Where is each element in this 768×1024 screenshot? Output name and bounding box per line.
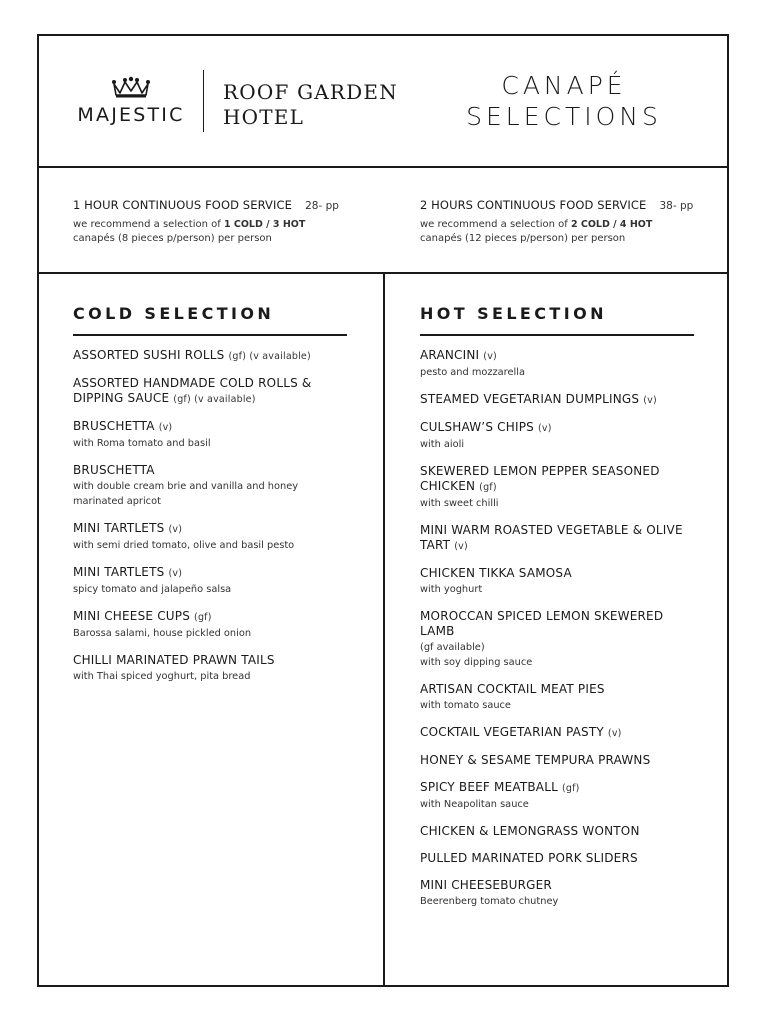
menu-item <box>420 609 694 670</box>
menu-item-title: BRUSCHETTA <box>73 463 155 477</box>
menu-item <box>420 725 694 741</box>
note-bold: 1 COLD / 3 HOT <box>223 219 306 230</box>
menu-item-name <box>420 851 694 866</box>
cold-item-list <box>73 348 347 684</box>
menu-item-name <box>420 420 694 436</box>
menu-item-title: MINI WARM ROASTED VEGETABLE & OLIVE TART <box>420 523 683 552</box>
menu-item-title: MINI TARTLETS <box>73 521 165 535</box>
menu-item-name <box>420 566 694 581</box>
menu-item <box>420 464 694 511</box>
menu-item <box>73 521 347 553</box>
menu-item-name <box>73 653 347 668</box>
service-option-title: 1 HOUR CONTINUOUS FOOD SERVICE <box>73 198 292 212</box>
dietary-tag: (v) <box>643 395 657 406</box>
menu-item-title: COCKTAIL VEGETARIAN PASTY <box>420 725 604 739</box>
menu-item <box>420 523 694 554</box>
menu-item-title: ASSORTED HANDMADE COLD ROLLS & DIPPING SAUCE <box>73 376 312 405</box>
menu-item <box>420 566 694 597</box>
service-option-price: 28- pp <box>305 200 339 212</box>
menu-item-name <box>420 523 694 554</box>
dietary-tag: (gf) <box>479 482 497 493</box>
menu-item <box>420 392 694 408</box>
menu-item <box>420 824 694 839</box>
menu-item-title: SPICY BEEF MEATBALL <box>420 780 558 794</box>
menu-item-name <box>420 824 694 839</box>
menu-item <box>420 780 694 812</box>
menu-item-title: CHICKEN TIKKA SAMOSA <box>420 566 572 580</box>
page-title <box>439 70 689 132</box>
menu-item-description: with yoghurt <box>420 584 483 595</box>
hotel-name-line1: ROOF GARDEN <box>223 80 398 104</box>
menu-item-name <box>73 609 347 625</box>
menu-item-description: with double cream brie and vanilla and honey marinated apricot <box>73 481 299 507</box>
dietary-tag: (gf) <box>194 612 212 623</box>
hotel-logo <box>73 76 189 126</box>
note-suffix: canapés (12 pieces p/person) per person <box>420 233 626 244</box>
menu-item-title: BRUSCHETTA <box>73 419 155 433</box>
menu-item-description: with Roma tomato and basil <box>73 438 211 449</box>
hot-selection-heading: HOT SELECTION <box>420 304 694 336</box>
menu-item-title: CULSHAW’S CHIPS <box>420 420 534 434</box>
menu-item-title: HONEY & SESAME TEMPURA PRAWNS <box>420 753 651 767</box>
dietary-tag: (gf) <box>562 783 580 794</box>
menu-item-name <box>420 609 694 639</box>
menu-item-description: spicy tomato and jalapeño salsa <box>73 584 232 595</box>
menu-item-title: PULLED MARINATED PORK SLIDERS <box>420 851 638 865</box>
logo-divider <box>203 70 204 132</box>
column-divider <box>383 274 385 987</box>
menu-item <box>420 348 694 380</box>
menu-item <box>420 753 694 768</box>
menu-item <box>420 682 694 713</box>
menu-item-description: Beerenberg tomato chutney <box>420 896 559 907</box>
menu-item-name <box>73 463 347 478</box>
menu-item-title: ARTISAN COCKTAIL MEAT PIES <box>420 682 605 696</box>
menu-header <box>39 36 727 168</box>
dietary-tag: (v) <box>537 423 552 434</box>
menu-item <box>73 653 347 684</box>
menu-item-title: ASSORTED SUSHI ROLLS <box>73 348 225 362</box>
menu-item <box>73 376 347 407</box>
menu-item <box>73 463 347 509</box>
dietary-tag: (v) <box>607 728 622 739</box>
service-option-2-hours <box>420 194 720 246</box>
dietary-tag: (v) <box>483 351 497 362</box>
crown-icon <box>110 76 152 98</box>
menu-item <box>73 348 347 364</box>
dietary-tag: (v) <box>158 422 173 433</box>
cold-selection <box>73 304 347 696</box>
cold-selection-heading: COLD SELECTION <box>73 304 347 336</box>
menu-item-title: ARANCINI <box>420 348 480 362</box>
dietary-tag: (gf) (v available) <box>173 394 256 405</box>
note-suffix: canapés (8 pieces p/person) per person <box>73 233 272 244</box>
menu-item-description: with sweet chilli <box>420 498 499 509</box>
note-prefix: we recommend a selection of <box>420 219 568 230</box>
page-title-line1: CANAPÉ <box>501 71 627 100</box>
menu-item-name <box>73 565 347 581</box>
menu-item-description: with tomato sauce <box>420 700 511 711</box>
menu-item-description: pesto and mozzarella <box>420 367 525 378</box>
menu-item-name <box>420 392 694 408</box>
hotel-name <box>223 80 398 130</box>
hot-selection <box>420 304 694 921</box>
menu-item-name <box>420 753 694 768</box>
menu-item-description: Barossa salami, house pickled onion <box>73 628 252 639</box>
menu-item-description: with Thai spiced yoghurt, pita bread <box>73 671 251 682</box>
menu-item-name <box>420 682 694 697</box>
service-options <box>39 168 727 274</box>
menu-item-title: MINI TARTLETS <box>73 565 165 579</box>
dietary-tag: (v) <box>168 568 183 579</box>
menu-item <box>420 851 694 866</box>
menu-item-name <box>420 464 694 495</box>
menu-item-name <box>420 725 694 741</box>
menu-item-name <box>420 348 694 364</box>
menu-item-title: CHILLI MARINATED PRAWN TAILS <box>73 653 275 667</box>
menu-item-description: with semi dried tomato, olive and basil pesto <box>73 540 295 551</box>
menu-item <box>420 878 694 909</box>
menu-item-title: SKEWERED LEMON PEPPER SEASONED CHICKEN <box>420 464 660 493</box>
menu-item-name <box>420 878 694 893</box>
dietary-tag: (v) <box>168 524 183 535</box>
menu-item-name <box>73 521 347 537</box>
hot-item-list <box>420 348 694 909</box>
menu-item-name <box>73 419 347 435</box>
menu-item-description: with aioli <box>420 439 465 450</box>
menu-item-title: STEAMED VEGETARIAN DUMPLINGS <box>420 392 640 406</box>
menu-item <box>73 419 347 451</box>
menu-item <box>73 565 347 597</box>
menu-frame <box>37 34 729 987</box>
menu-item-title: MOROCCAN SPICED LEMON SKEWERED LAMB <box>420 609 664 638</box>
menu-item-title: CHICKEN & LEMONGRASS WONTON <box>420 824 640 838</box>
hotel-name-line2: HOTEL <box>223 105 305 129</box>
menu-item <box>73 609 347 641</box>
menu-item-description: with Neapolitan sauce <box>420 799 529 810</box>
page-title-line2: SELECTIONS <box>466 102 662 131</box>
menu-item-name <box>420 780 694 796</box>
menu-item-name <box>73 376 347 407</box>
service-option-price: 38- pp <box>659 200 694 212</box>
brand-name: MAJESTIC <box>77 104 185 126</box>
note-bold: 2 COLD / 4 HOT <box>570 219 653 230</box>
service-option-note <box>420 218 720 246</box>
service-option-note <box>73 218 393 246</box>
menu-item <box>420 420 694 452</box>
menu-item-name <box>73 348 347 364</box>
service-option-title: 2 HOURS CONTINUOUS FOOD SERVICE <box>420 198 647 212</box>
dietary-tag: (v) <box>454 541 468 552</box>
menu-item-description: (gf available) with soy dipping sauce <box>420 642 533 668</box>
dietary-tag: (gf) (v available) <box>228 351 311 362</box>
note-prefix: we recommend a selection of <box>73 219 221 230</box>
service-option-1-hour <box>73 194 393 246</box>
menu-item-title: MINI CHEESEBURGER <box>420 878 552 892</box>
menu-item-title: MINI CHEESE CUPS <box>73 609 191 623</box>
